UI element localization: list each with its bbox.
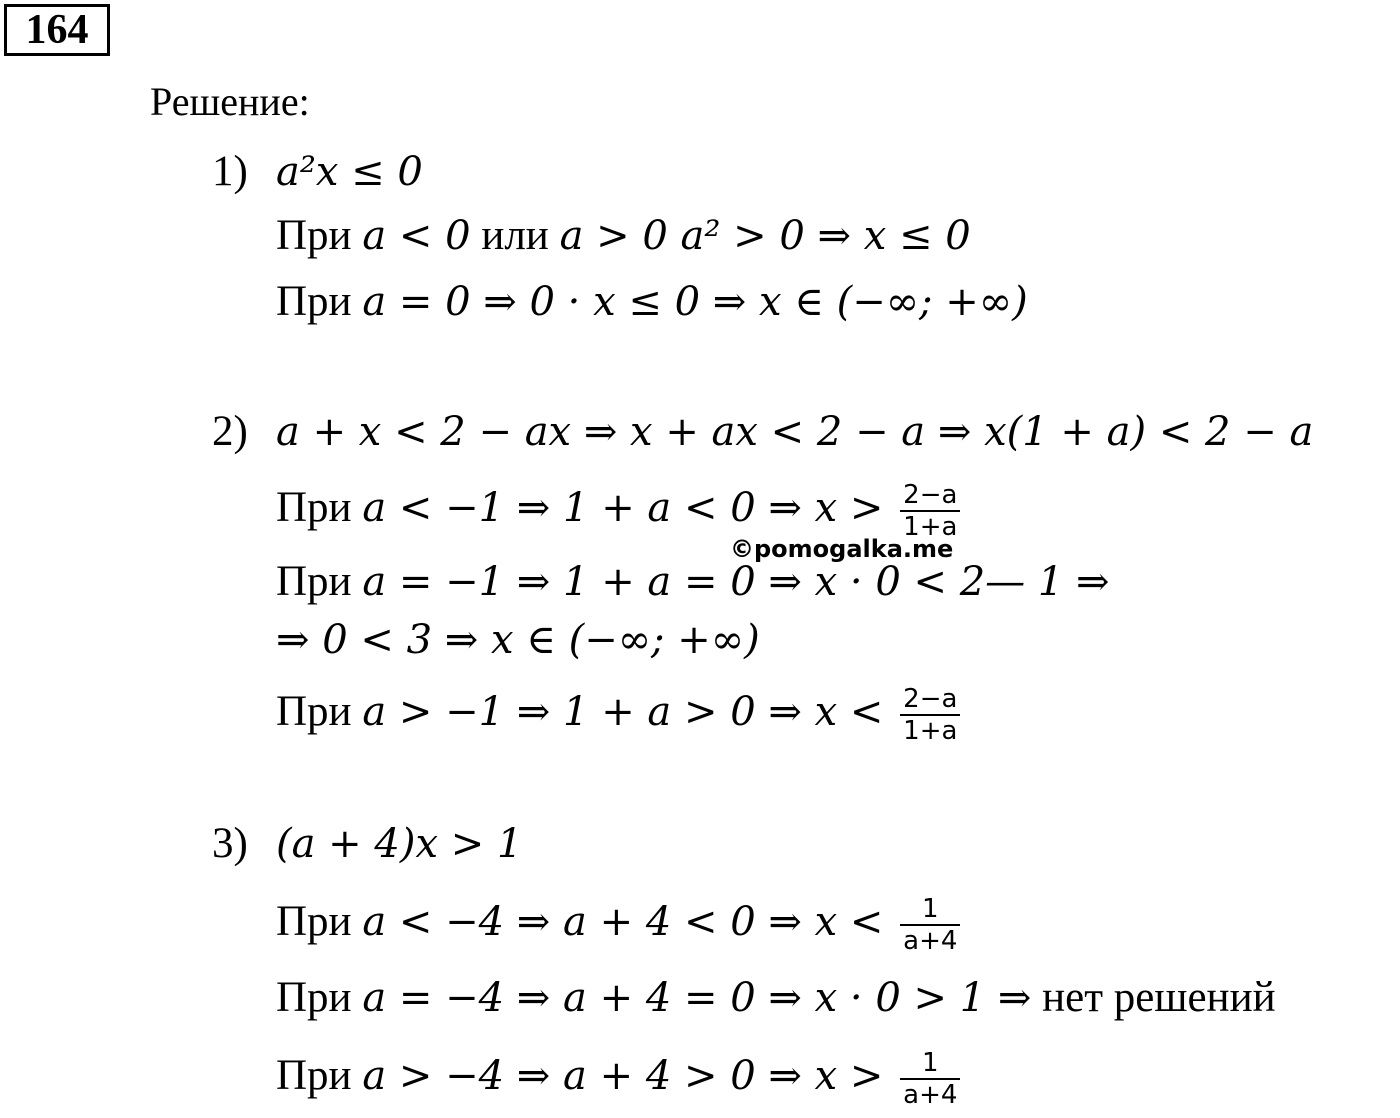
fraction-numerator: 2−a bbox=[900, 684, 960, 716]
item3-case3 bbox=[276, 1048, 960, 1110]
fraction bbox=[900, 684, 960, 746]
case-word: При bbox=[276, 897, 352, 945]
fraction-denominator: 1+a bbox=[903, 716, 958, 746]
case-math: a > −4 ⇒ a + 4 > 0 ⇒ x > bbox=[362, 1052, 884, 1099]
case-word: При bbox=[276, 212, 352, 259]
problem-number-badge: 164 bbox=[4, 4, 110, 56]
no-solutions-text: нет решений bbox=[1042, 974, 1276, 1021]
item1-case1 bbox=[276, 210, 971, 262]
case-word: При bbox=[276, 1051, 352, 1099]
fraction bbox=[900, 894, 960, 956]
item1-number: 1) bbox=[212, 148, 248, 195]
item2-case1 bbox=[276, 480, 960, 542]
case-math: a > −1 ⇒ 1 + a > 0 ⇒ x < bbox=[362, 688, 884, 735]
item2-case3 bbox=[276, 684, 960, 746]
item1-statement: a²x ≤ 0 bbox=[276, 149, 423, 195]
case-math: a > 0 a² > 0 ⇒ x ≤ 0 bbox=[559, 213, 971, 259]
fraction-denominator: a+4 bbox=[903, 1080, 958, 1110]
fraction bbox=[900, 1048, 960, 1110]
case-math: a = −1 ⇒ 1 + a = 0 ⇒ x · 0 < 2— 1 ⇒ bbox=[362, 559, 1110, 605]
fraction-numerator: 1 bbox=[900, 894, 960, 926]
item2-case2-continuation: ⇒ 0 < 3 ⇒ x ∈ (−∞; +∞) bbox=[276, 617, 760, 663]
case-math: a < 0 bbox=[362, 213, 471, 259]
case-math: a < −4 ⇒ a + 4 < 0 ⇒ x < bbox=[362, 898, 884, 945]
item3-statement: (a + 4)x > 1 bbox=[276, 821, 523, 867]
case-math: a < −1 ⇒ 1 + a < 0 ⇒ x > bbox=[362, 484, 884, 531]
item2-case2 bbox=[276, 556, 1110, 608]
watermark: ©pomogalka.me bbox=[730, 535, 954, 563]
item3-case2 bbox=[276, 972, 1276, 1024]
case-word: При bbox=[276, 278, 352, 325]
fraction-denominator: a+4 bbox=[903, 926, 958, 956]
fraction-numerator: 2−a bbox=[900, 480, 960, 512]
item3-case1 bbox=[276, 894, 960, 956]
case-word: При bbox=[276, 558, 352, 605]
item3-number: 3) bbox=[212, 820, 248, 867]
case-word: При bbox=[276, 974, 352, 1021]
case-word: При bbox=[276, 687, 352, 735]
fraction-numerator: 1 bbox=[900, 1048, 960, 1080]
fraction bbox=[900, 480, 960, 542]
fraction-denominator: 1+a bbox=[903, 512, 958, 542]
item2-number: 2) bbox=[212, 408, 248, 455]
case-math: a = 0 ⇒ 0 · x ≤ 0 ⇒ x ∈ (−∞; +∞) bbox=[362, 279, 1028, 325]
solution-heading: Решение: bbox=[150, 79, 310, 124]
or-word: или bbox=[481, 212, 549, 259]
item2-statement: a + x < 2 − ax ⇒ x + ax < 2 − a ⇒ x(1 + a) < 2 − a bbox=[276, 409, 1314, 455]
case-word: При bbox=[276, 483, 352, 531]
case-math: a = −4 ⇒ a + 4 = 0 ⇒ x · 0 > 1 ⇒ bbox=[362, 975, 1032, 1021]
item1-case2 bbox=[276, 276, 1028, 328]
